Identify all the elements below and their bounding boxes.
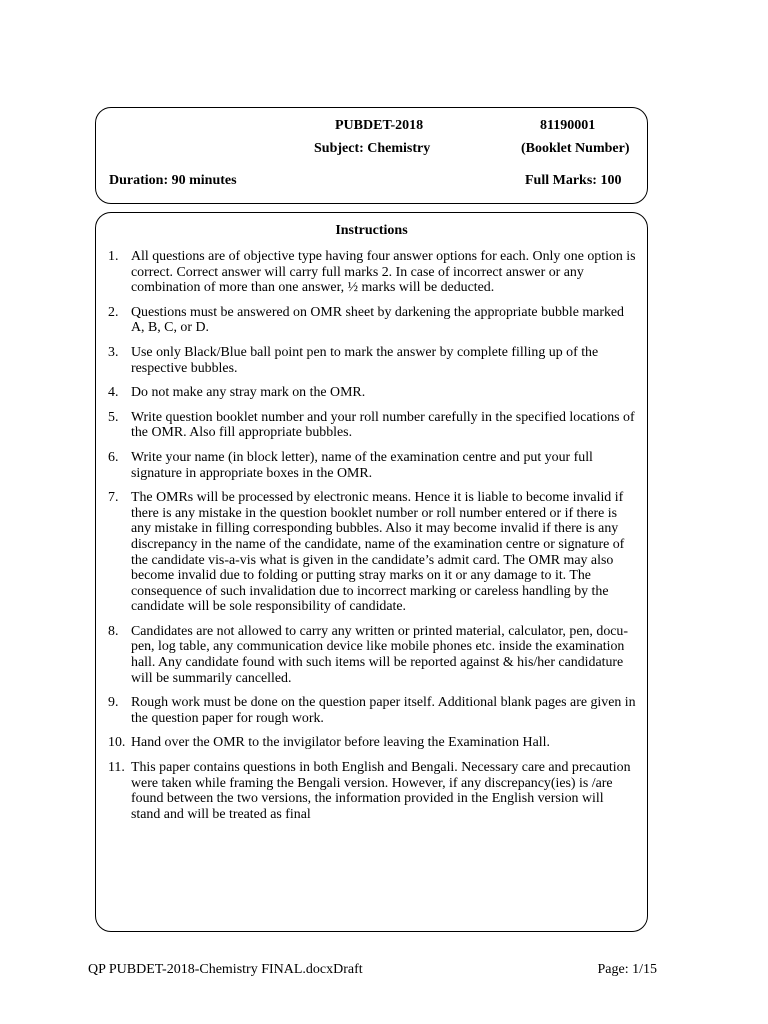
instruction-number: 5. <box>108 409 119 425</box>
instruction-text: Hand over the OMR to the invigilator before leaving the Examination Hall. <box>131 735 550 751</box>
instruction-number: 1. <box>108 249 119 264</box>
instruction-number: 8. <box>108 623 119 639</box>
full-marks: Full Marks: 100 <box>525 173 622 188</box>
instruction-number: 2. <box>108 304 119 320</box>
instruction-item <box>108 760 636 822</box>
footer-filename: QP PUBDET-2018-Chemistry FINAL.docxDraft <box>88 962 363 977</box>
instruction-item <box>108 410 636 441</box>
instruction-item <box>108 345 636 376</box>
instruction-number: 3. <box>108 344 119 360</box>
booklet-number-label: (Booklet Number) <box>521 141 630 156</box>
duration: Duration: 90 minutes <box>109 173 237 188</box>
instruction-number: 11. <box>108 760 125 776</box>
instruction-text: Do not make any stray mark on the OMR. <box>131 385 366 401</box>
instruction-text: Use only Black/Blue ball point pen to mark the answer by complete filling up of the respective bubbles. <box>131 344 599 376</box>
instruction-text: Write question booklet number and your roll number carefully in the specified locations of the OMR. Also fill appropriate bubbles. <box>131 409 635 441</box>
instruction-text: Rough work must be done on the question paper itself. Additional blank pages are given in the question paper for rough work. <box>131 695 636 726</box>
instruction-text: This paper contains questions in both English and Bengali. Necessary care and precaution were taken while framing the Bengali version. However, if any discrepancy(ies) is /are found between the two versions, the information provided in the English version will stand and will be treated as final <box>131 760 631 822</box>
instruction-text: Questions must be answered on OMR sheet by darkening the appropriate bubble marked A, B, C, or D. <box>131 304 624 336</box>
instruction-text: Write your name (in block letter), name of the examination centre and put your full signature in appropriate boxes in the OMR. <box>131 449 593 481</box>
instruction-item <box>108 624 636 686</box>
instruction-item <box>108 450 636 481</box>
instruction-item <box>108 385 636 401</box>
instruction-item <box>108 305 636 336</box>
instructions-list <box>108 249 636 831</box>
instruction-item <box>108 249 636 296</box>
instruction-number: 6. <box>108 449 119 465</box>
instruction-item <box>108 490 636 615</box>
exam-name: PUBDET-2018 <box>335 118 424 133</box>
instruction-item <box>108 735 636 751</box>
booklet-number: 81190001 <box>540 118 596 133</box>
instructions-box <box>95 212 648 932</box>
footer-page-number: Page: 1/15 <box>597 962 657 977</box>
subject: Subject: Chemistry <box>314 141 431 156</box>
instruction-text: The OMRs will be processed by electronic means. Hence it is liable to become invalid if there is any mistake in the question booklet number or roll number entered or if there is any mistake in filling corresponding bubbles. Also it may become invalid if there is any discrepancy in the name of the candidate, name of the examination centre or signature of the candidate vis-a-vis what is given in the candidate’s admit card. The OMR may also become invalid due to folding or putting stray marks on it or any damage to it. The consequence of such invalidation due to incorrect marking or careless handling by the candidate will be sole responsibility of candidate. <box>131 490 625 615</box>
header-box <box>95 107 648 204</box>
instruction-number: 7. <box>108 490 119 506</box>
instruction-item <box>108 695 636 726</box>
instruction-text: All questions are of objective type having four answer options for each. Only one option is correct. Correct answer will carry full marks 2. In case of incorrect answer or any combination of more than one answer, ½ marks will be deducted. <box>131 249 636 296</box>
instructions-heading: Instructions <box>335 223 408 238</box>
instruction-text: Candidates are not allowed to carry any written or printed material, calculator, pen, docu-pen, log table, any communication device like mobile phones etc. inside the examination hall. Any candidate found with such items will be reported against & his/her candidature will be summarily cancelled. <box>131 623 628 686</box>
instruction-number: 10. <box>108 735 126 751</box>
instruction-number: 9. <box>108 695 119 711</box>
instruction-number: 4. <box>108 385 119 401</box>
